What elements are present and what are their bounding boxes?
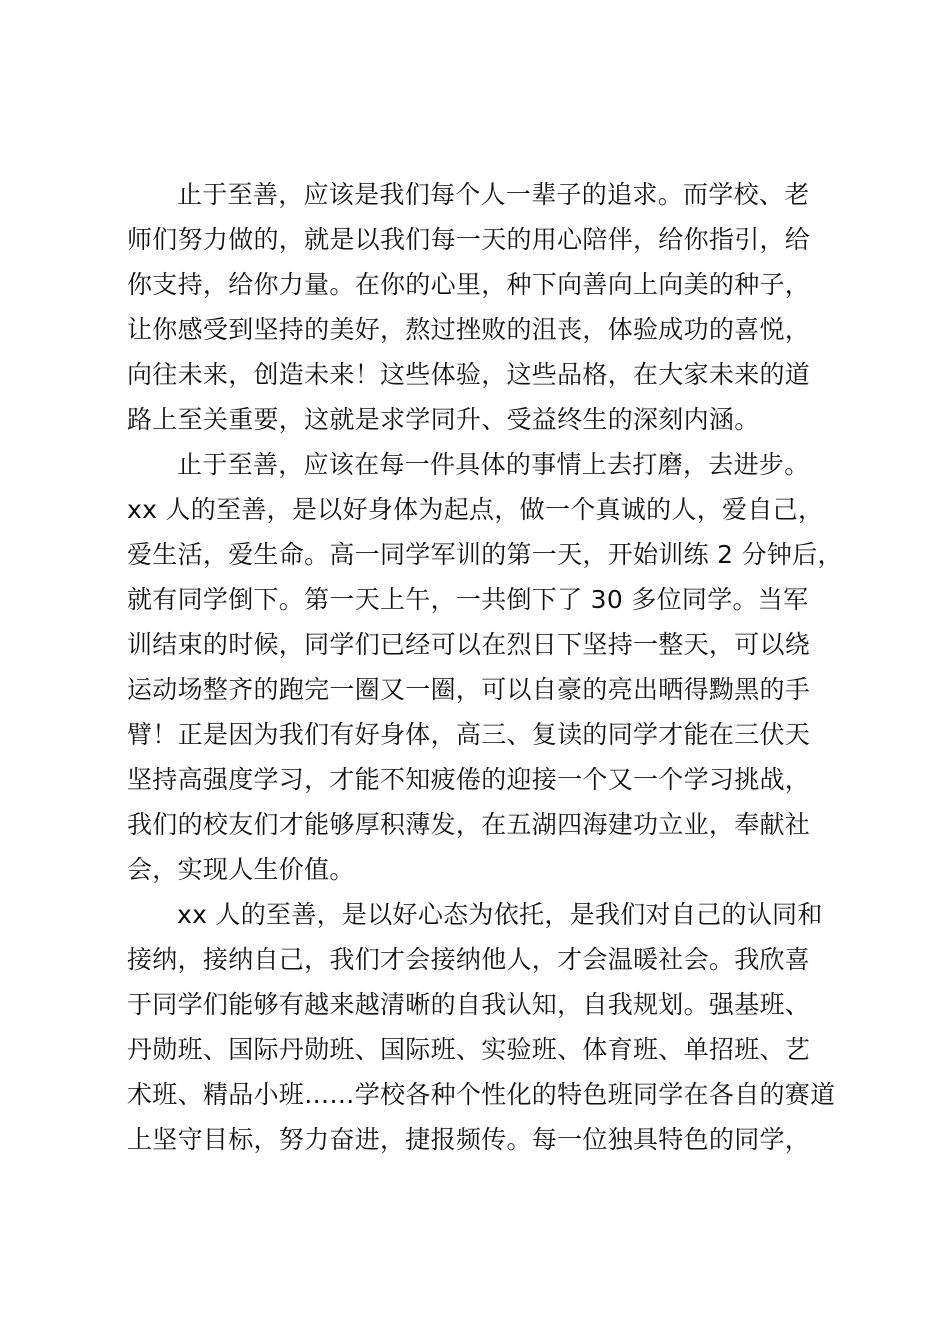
- text-line: 坚持高强度学习，才能不知疲倦的迎接一个又一个学习挑战，: [127, 765, 811, 794]
- text-line: 你支持，给你力量。在你的心里，种下向善向上向美的种子，: [127, 270, 811, 299]
- text-line: 止于至善，应该在每一件具体的事情上去打磨，去进步。: [177, 450, 810, 479]
- text-line: 我们的校友们才能够厚积薄发，在五湖四海建功立业，奉献社: [127, 810, 811, 839]
- text-line: 接纳，接纳自己，我们才会接纳他人，才会温暖社会。我欣喜: [127, 945, 811, 974]
- text-line: 向往未来，创造未来！这些体验，这些品格，在大家未来的道: [127, 360, 811, 389]
- text-line: 丹勋班、国际丹勋班、国际班、实验班、体育班、单招班、艺: [127, 1035, 811, 1064]
- text-line: 路上至关重要，这就是求学同升、受益终生的深刻内涵。: [127, 405, 760, 434]
- text-line: 止于至善，应该是我们每个人一辈子的追求。而学校、老: [177, 180, 810, 209]
- text-line: 师们努力做的，就是以我们每一天的用心陪伴，给你指引，给: [127, 225, 811, 254]
- text-line: 训结束的时候，同学们已经可以在烈日下坚持一整天，可以绕: [127, 630, 811, 659]
- text-line: 爱生活，爱生命。高一同学军训的第一天，开始训练 2 分钟后，: [127, 540, 843, 569]
- paragraph-1: [127, 172, 857, 442]
- text-line: 会，实现人生价值。: [127, 855, 355, 884]
- paragraph-2: [127, 442, 857, 892]
- text-line: 上坚守目标，努力奋进，捷报频传。每一位独具特色的同学，: [127, 1125, 811, 1154]
- document-body: [127, 172, 857, 1162]
- text-line: 臂！正是因为我们有好身体，高三、复读的同学才能在三伏天: [127, 720, 811, 749]
- text-line: xx 人的至善，是以好身体为起点，做一个真诚的人，爱自己，: [127, 495, 824, 524]
- text-line: 让你感受到坚持的美好，熬过挫败的沮丧，体验成功的喜悦，: [127, 315, 811, 344]
- text-line: 就有同学倒下。第一天上午，一共倒下了 30 多位同学。当军: [127, 585, 809, 614]
- text-line: xx 人的至善，是以好心态为依托，是我们对自己的认同和: [177, 900, 823, 929]
- text-line: 于同学们能够有越来越清晰的自我认知，自我规划。强基班、: [127, 990, 811, 1019]
- text-line: 术班、精品小班……学校各种个性化的特色班同学在各自的赛道: [127, 1080, 836, 1109]
- text-line: 运动场整齐的跑完一圈又一圈，可以自豪的亮出晒得黝黑的手: [127, 675, 811, 704]
- paragraph-3: [127, 892, 857, 1162]
